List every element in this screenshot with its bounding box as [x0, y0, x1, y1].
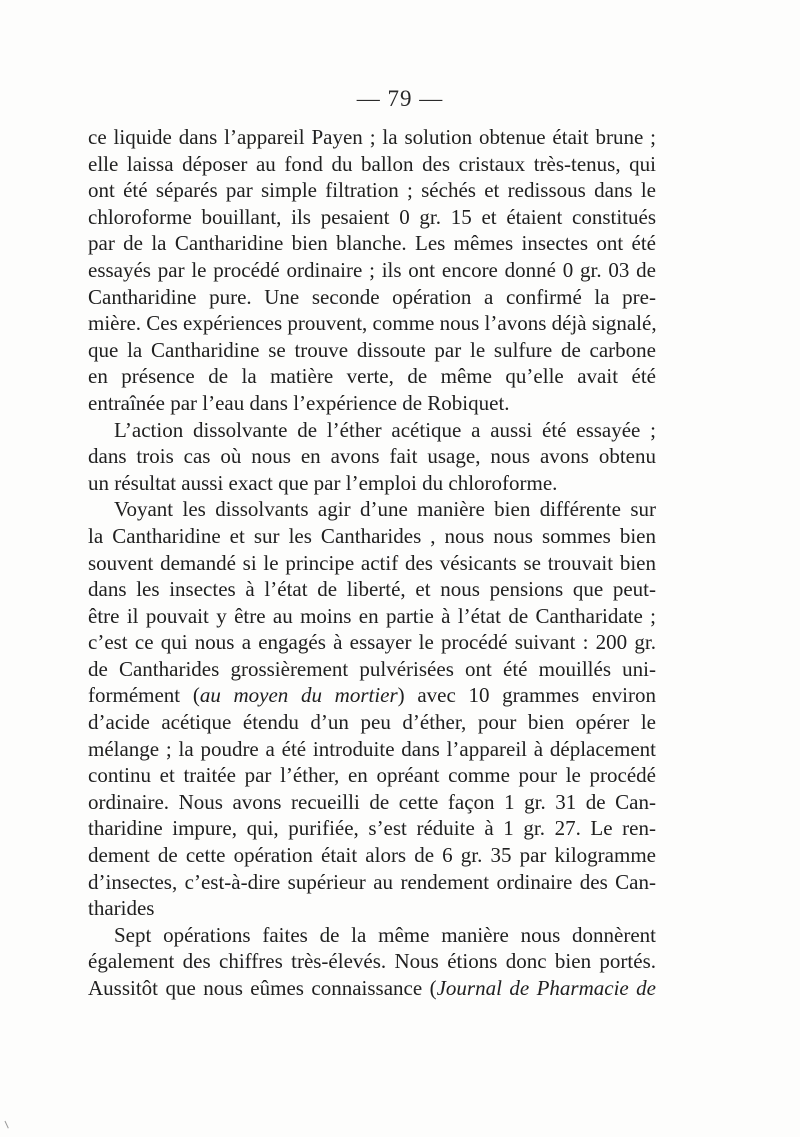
- text-segment: ) avec 10 grammes environ: [397, 683, 656, 708]
- text-line: entraînée par l’eau dans l’expérience de Robiquet.: [88, 390, 510, 415]
- text-line: tharides: [88, 896, 155, 921]
- text-line: Cantharidine pure. Une seconde opération a confirmé la pre-: [88, 284, 656, 309]
- text-line: [88, 682, 656, 709]
- italic-segment: Journal de Pharmacie de: [436, 976, 656, 1000]
- italic-segment: au moyen du mortier: [199, 683, 398, 708]
- text-line: dans trois cas où nous en avons fait usage, nous avons obtenu: [88, 444, 656, 469]
- text-line: en présence de la matière verte, de même qu’elle avait été: [88, 364, 656, 389]
- page-number: — 79 —: [356, 86, 444, 111]
- text-segment: formément (: [88, 683, 200, 708]
- text-line: L’action dissolvante de l’éther acétique a aussi été essayée ;: [114, 417, 656, 442]
- text-line: de Cantharides grossièrement pulvérisées ont été mouillés uni-: [88, 656, 656, 681]
- margin-mark: [4, 1120, 11, 1129]
- text-line: dans les insectes à l’état de liberté, et nous pensions que peut-: [88, 577, 656, 602]
- text-segment: Aussitôt que nous eûmes connaissance (: [88, 976, 437, 1000]
- text-line: chloroforme bouillant, ils pesaient 0 gr. 15 et étaient constitués: [88, 204, 656, 229]
- text-line: ce liquide dans l’appareil Payen ; la solution obtenue était brune ;: [88, 125, 656, 149]
- text-line: que la Cantharidine se trouve dissoute par le sulfure de carbone: [88, 337, 656, 362]
- text-line: elle laissa déposer au fond du ballon des cristaux très-tenus, qui: [88, 151, 656, 176]
- text-line: un résultat aussi exact que par l’emploi du chloroforme.: [88, 470, 558, 495]
- text-line: également des chiffres très-élevés. Nous étions donc bien portés.: [88, 949, 656, 974]
- text-line: Sept opérations faites de la même manière nous donnèrent: [114, 922, 656, 947]
- text-line: ordinaire. Nous avons recueilli de cette façon 1 gr. 31 de Can-: [88, 789, 656, 814]
- text-line: d’insectes, c’est-à-dire supérieur au rendement ordinaire des Can-: [88, 869, 656, 894]
- text-line: d’acide acétique étendu d’un peu d’éther, pour bien opérer le: [88, 710, 656, 735]
- text-line: être il pouvait y être au moins en partie à l’état de Cantharidate ;: [88, 603, 656, 628]
- text-line: mière. Ces expériences prouvent, comme nous l’avons déjà signalé,: [88, 311, 657, 336]
- text-line: tharidine impure, qui, purifiée, s’est réduite à 1 gr. 27. Le ren-: [88, 816, 656, 841]
- text-line: la Cantharidine et sur les Cantharides , nous nous sommes bien: [88, 523, 656, 548]
- text-line: essayés par le procédé ordinaire ; ils ont encore donné 0 gr. 03 de: [88, 257, 656, 282]
- text-line: continu et traitée par l’éther, en opréant comme pour le procédé: [88, 763, 656, 788]
- text-line: souvent demandé si le principe actif des vésicants se trouvait bien: [88, 550, 656, 575]
- text-line: dement de cette opération était alors de 6 gr. 35 par kilogramme: [88, 843, 656, 868]
- text-line: mélange ; la poudre a été introduite dans l’appareil à déplacement: [88, 736, 656, 761]
- body-text: [88, 124, 656, 1002]
- text-line: [88, 975, 656, 1002]
- text-line: ont été séparés par simple filtration ; séchés et redissous dans le: [88, 178, 656, 203]
- text-line: Voyant les dissolvants agir d’une manière bien différente sur: [114, 497, 656, 522]
- text-line: par de la Cantharidine bien blanche. Les mêmes insectes ont été: [88, 231, 656, 256]
- text-line: c’est ce qui nous a engagés à essayer le procédé suivant : 200 gr.: [88, 630, 656, 655]
